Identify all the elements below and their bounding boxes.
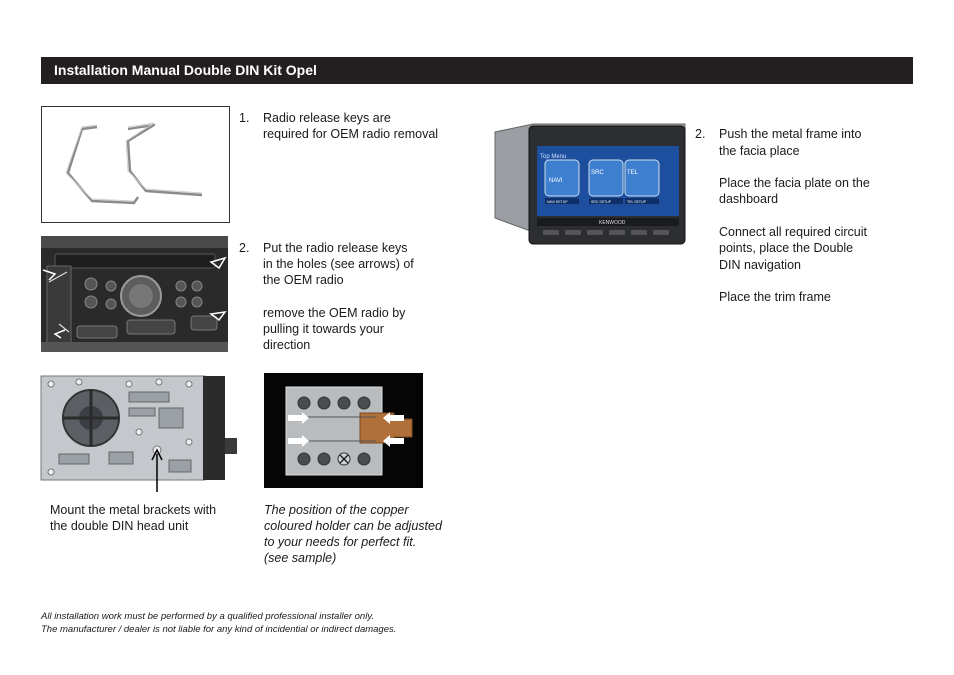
disclaimer-line: The manufacturer / dealer is not liable for any kind of incidential or indirect damages. (41, 624, 397, 635)
caption-line: (see sample) (264, 551, 337, 565)
screen-subtitle: SRC SETUP (591, 200, 612, 204)
caption-brackets (50, 502, 250, 534)
device-brand-logo: KENWOOD (599, 220, 626, 226)
step-line: pulling it towards your (263, 322, 384, 336)
caption-line: Mount the metal brackets with (50, 503, 217, 517)
step-line: in the holes (see arrows) of (263, 257, 414, 271)
step-number: 1. (239, 111, 250, 125)
copper-holder-photo (264, 373, 423, 488)
step-line: Radio release keys are (263, 111, 391, 125)
double-din-navigation-photo (493, 122, 687, 245)
screen-tile-src: SRC (591, 170, 604, 176)
step-number: 2. (695, 127, 706, 141)
step-line: Push the metal frame into (719, 127, 862, 141)
step-number: 2. (239, 241, 250, 255)
step-1 (239, 110, 469, 146)
step-line: Put the radio release keys (263, 241, 408, 255)
screen-title: Top Menu (540, 154, 567, 160)
disclaimer (41, 610, 396, 636)
step-line: DIN navigation (719, 258, 801, 272)
step-line: the OEM radio (263, 273, 344, 287)
screen-subtitle: TEL SETUP (627, 200, 646, 204)
step-line: the facia place (719, 144, 800, 158)
caption-line: the double DIN head unit (50, 519, 189, 533)
step-line: direction (263, 338, 311, 352)
caption-line: The position of the copper (264, 503, 409, 517)
step-line: required for OEM radio removal (263, 127, 439, 141)
caption-copper-holder (264, 502, 464, 566)
step-2-installation (695, 126, 905, 316)
disclaimer-line: All installation work must be performed by a qualified professional installer only. (41, 611, 375, 622)
step-line: Place the facia plate on the (719, 176, 870, 190)
head-unit-brackets-photo (39, 372, 239, 494)
page-title: Installation Manual Double DIN Kit Opel (54, 62, 317, 78)
step-line: dashboard (719, 192, 779, 206)
step-line: Connect all required circuit (719, 225, 867, 239)
step-2-removal (239, 240, 449, 356)
screen-tile-tel: TEL (627, 170, 639, 176)
step-line: Place the trim frame (719, 290, 831, 304)
step-line: remove the OEM radio by (263, 306, 406, 320)
oem-radio-photo (41, 236, 228, 352)
caption-line: to your needs for perfect fit. (264, 535, 417, 549)
screen-subtitle: NAVI SETUP (547, 200, 568, 204)
caption-line: coloured holder can be adjusted (264, 519, 442, 533)
step-line: points, place the Double (719, 241, 854, 255)
screen-tile-navi: NAVI (549, 178, 563, 184)
header-bar (41, 57, 913, 84)
release-keys-photo (41, 106, 230, 223)
